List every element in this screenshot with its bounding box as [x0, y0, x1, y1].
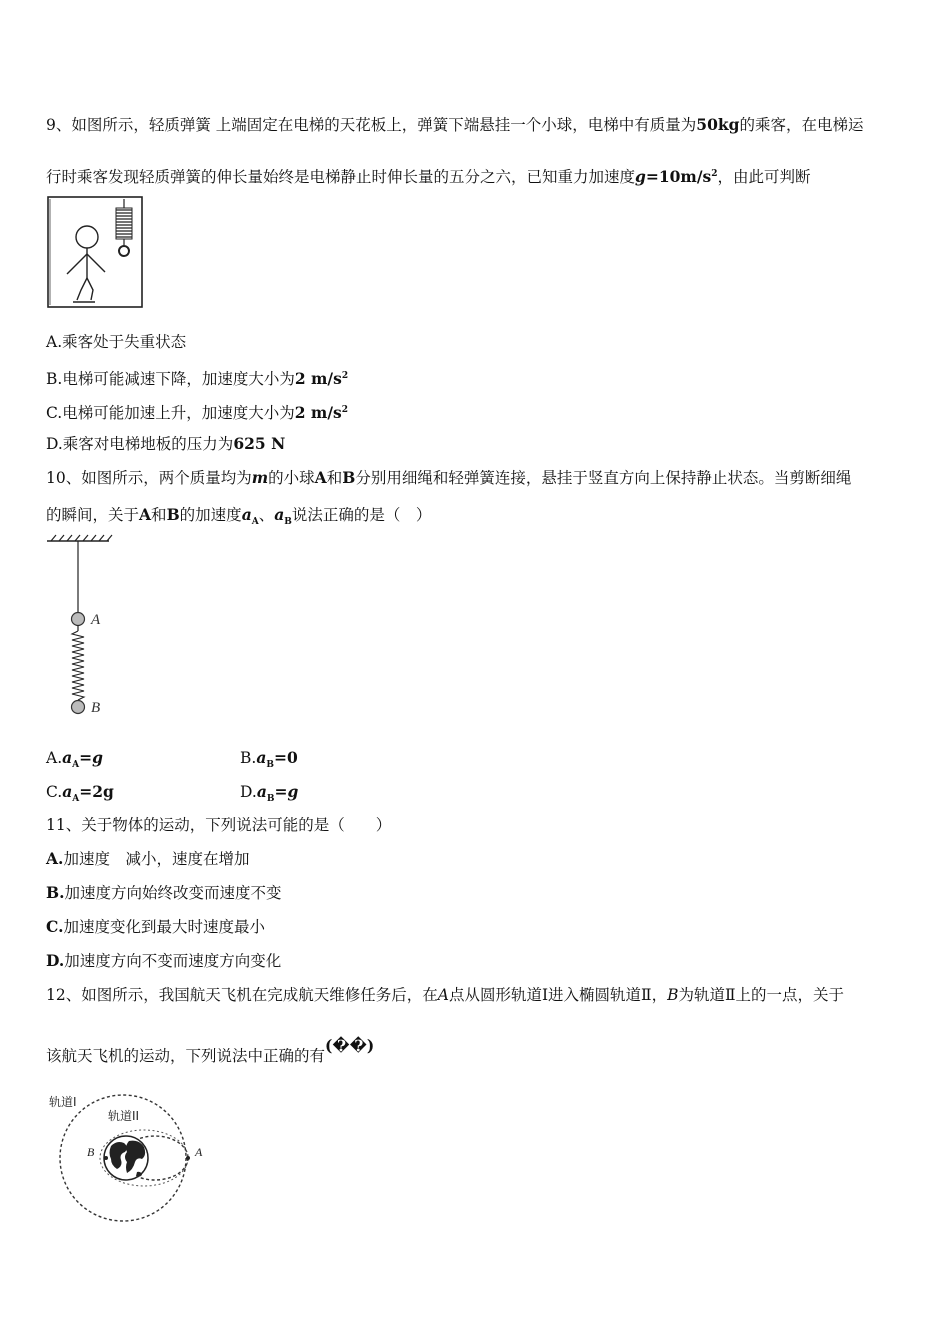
q9-text: 9、如图所示，轻质弹簧 上端固定在电梯的天花板上，弹簧下端悬挂一个小球，电梯中有质量为 — [46, 116, 697, 134]
q11-option-b — [46, 883, 282, 903]
q10-stem-line1 — [46, 468, 851, 488]
q12-point-a: A — [437, 986, 449, 1004]
q11-option-label: B. — [46, 883, 65, 902]
q9-text: 的乘客，在电梯运 — [739, 116, 864, 134]
q12-fig-orbit1-label: 轨道I — [49, 1095, 77, 1109]
q9-option-d — [46, 434, 285, 454]
q10-spring-figure — [45, 535, 125, 720]
q9-option-a-text: A.乘客处于失重状态 — [46, 333, 187, 351]
q9-stem-line2 — [46, 164, 811, 187]
q10-text: 分别用细绳和轻弹簧连接，悬挂于竖直方向上保持静止状态。当剪断细绳 — [355, 469, 852, 487]
q12-text: 为轨道Ⅱ上的一点，关于 — [678, 986, 845, 1004]
q11-option-c-text: 加速度变化到最大时速度最小 — [63, 918, 265, 936]
q12-text: 该航天飞机的运动，下列说法中正确的有 — [46, 1047, 326, 1065]
q9-mass: 50kg — [696, 115, 740, 134]
q11-option-label: C. — [46, 917, 64, 936]
q10-option-label: D. — [240, 783, 257, 801]
q9-option-b-value: 2 m/s — [294, 369, 342, 389]
q10-text: 说法正确的是（ ） — [291, 506, 432, 524]
q10-text: 的加速度 — [179, 506, 242, 524]
q11-option-b-text: 加速度方向始终改变而速度不变 — [64, 884, 282, 902]
q10-option-c — [46, 782, 114, 809]
q11-option-d-text: 加速度方向不变而速度方向变化 — [64, 952, 282, 970]
q9-option-d-value: 625 N — [233, 434, 286, 453]
q9-stem-line1 — [46, 115, 863, 135]
q10-subscript: B — [266, 794, 275, 805]
q10-mass-symbol: m — [251, 468, 269, 487]
q9-g-symbol: g — [635, 167, 646, 187]
q10-subscript: A — [251, 517, 259, 528]
q10-option-label: A. — [46, 749, 63, 767]
q10-stem-line2 — [46, 505, 431, 532]
q10-option-d-value: =g — [274, 782, 299, 801]
q10-option-b-value: =0 — [273, 748, 298, 767]
q11-option-d — [46, 951, 281, 971]
q10-subscript: A — [72, 760, 80, 771]
q12-point-b: B — [667, 986, 679, 1004]
q10-accel-symbol: a — [62, 782, 73, 801]
q9-option-c-text: C.电梯可能加速上升，加速度大小为 — [46, 404, 295, 423]
q10-option-label: B. — [240, 749, 257, 767]
q10-option-b — [240, 748, 298, 775]
q11-option-a — [46, 849, 249, 869]
q9-text: 行时乘客发现轻质弹簧的伸长量始终是电梯静止时伸长量的五分之六，已知重力加速度 — [46, 168, 636, 187]
q10-accel-symbol: a — [274, 505, 285, 524]
q9-superscript: 2 — [341, 405, 348, 415]
q10-option-a-value: =g — [79, 748, 103, 767]
q12-orbit-figure — [45, 1090, 215, 1225]
q9-option-b-text: B.电梯可能减速下降，加速度大小为 — [46, 370, 295, 389]
q10-text: 、 — [258, 506, 275, 524]
q9-g-value: =10m/s — [645, 167, 712, 187]
q12-fig-orbit2-label: 轨道II — [108, 1109, 140, 1123]
q10-text: 和 — [326, 469, 343, 487]
q12-stem-line2 — [46, 1036, 375, 1066]
q10-text: 和 — [151, 506, 167, 524]
q10-subscript: B — [266, 760, 274, 771]
q11-option-label: A. — [46, 849, 64, 868]
q12-text: 12、如图所示，我国航天飞机在完成航天维修任务后，在 — [46, 986, 438, 1004]
q10-fig-label-a: A — [91, 612, 101, 628]
q9-option-c — [46, 400, 348, 423]
q9-elevator-figure — [47, 196, 143, 308]
q12-stem-line1 — [46, 985, 844, 1005]
q10-option-label: C. — [46, 783, 63, 801]
q9-option-c-value: 2 m/s — [294, 403, 342, 423]
q11-option-c — [46, 917, 265, 937]
q10-fig-label-b: B — [91, 700, 101, 716]
q11-option-label: D. — [46, 951, 65, 970]
q11-stem-text: 11、关于物体的运动，下列说法可能的是（ ） — [46, 816, 392, 834]
q10-text: 10、如图所示，两个质量均为 — [46, 469, 252, 487]
q10-subscript: B — [284, 517, 292, 528]
q10-ball-a: A — [314, 468, 327, 487]
q12-fig-b-label: B — [87, 1145, 95, 1159]
q9-superscript: 2 — [711, 169, 718, 179]
q10-option-d — [240, 782, 298, 809]
q10-accel-symbol: a — [241, 505, 252, 524]
q9-option-d-text: D.乘客对电梯地板的压力为 — [46, 435, 234, 453]
q9-option-a — [46, 332, 186, 352]
q9-option-b — [46, 366, 348, 389]
q10-ball-b: B — [166, 505, 180, 524]
q10-accel-symbol: a — [256, 748, 267, 767]
q10-option-c-value: =2g — [79, 782, 114, 801]
q10-ball-b: B — [342, 468, 356, 487]
q10-option-a — [46, 748, 103, 775]
q10-accel-symbol: a — [62, 748, 73, 767]
q10-text: 的小球 — [268, 469, 315, 487]
q11-stem — [46, 815, 391, 835]
q10-accel-symbol: a — [256, 782, 267, 801]
q10-ball-a: A — [139, 505, 152, 524]
q9-text: ，由此可判断 — [717, 168, 811, 187]
q12-text: 点从圆形轨道Ⅰ进入椭圆轨道Ⅱ， — [448, 986, 668, 1004]
q10-text: 的瞬间，关于 — [46, 506, 140, 524]
q10-subscript: A — [72, 794, 80, 805]
q9-superscript: 2 — [341, 371, 349, 381]
q11-option-a-text: 加速度 减小，速度在增加 — [63, 850, 250, 868]
q12-garbled-bracket: (��) — [325, 1036, 375, 1055]
q12-fig-a-label: A — [195, 1145, 203, 1159]
